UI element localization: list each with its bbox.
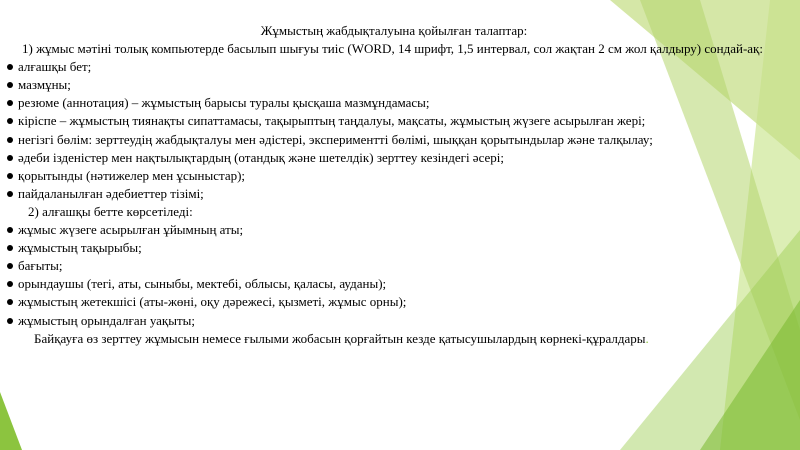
- list-item: негізгі бөлім: зерттеудің жабдықталуы мен әдістері, эксперименттi бөлімі, шыққан қорытындылар және талқылау;: [6, 131, 776, 149]
- final-sentence-text: Байқауға өз зерттеу жұмысын немесе ғылыми жобасын қорғайтын кезде қатысушылардың көрнекі-құралдары: [34, 330, 646, 346]
- final-sentence: [6, 330, 776, 348]
- document-sections-list: [6, 58, 776, 203]
- list-item: бағыты;: [6, 257, 776, 275]
- list-item: алғашқы бет;: [6, 58, 776, 76]
- list-item: әдеби ізденістер мен нақтылықтардың (отандық және шетелдік) зерттеу кезіндегі әсері;: [6, 149, 776, 167]
- list-item: жұмыстың тақырыбы;: [6, 239, 776, 257]
- slide-title: Жұмыстың жабдықталуына қойылған талаптар:: [260, 23, 528, 38]
- list-item: жұмыс жүзеге асырылған ұйымның аты;: [6, 221, 776, 239]
- list-item: жұмыстың орындалған уақыты;: [6, 312, 776, 330]
- title-page-subhead: 2) алғашқы бетте көрсетіледі:: [28, 203, 193, 219]
- list-item: резюме (аннотация) – жұмыстың барысы туралы қысқаша мазмұндамасы;: [6, 94, 776, 112]
- slide-content: [6, 22, 776, 348]
- list-item: қорытынды (нәтижелер мен ұсыныстар);: [6, 167, 776, 185]
- list-item: кіріспе – жұмыстың тиянақты сипаттамасы, тақырыптың таңдалуы, мақсаты, жұмыстың жүзеге асырылған жері;: [6, 112, 776, 130]
- green-shape-bottom-left: [0, 392, 22, 450]
- final-sentence-dot: .: [645, 330, 649, 346]
- list-item: мазмұны;: [6, 76, 776, 94]
- title-page-list: [6, 221, 776, 330]
- list-item: пайдаланылған әдебиеттер тізімі;: [6, 185, 776, 203]
- requirements-intro: 1) жұмыс мәтіні толық компьютерде басылып шығуы тиіс (WORD, 14 шрифт, 1,5 интервал, сол жақтан 2 см жол қалдыру) сондай-ақ:: [22, 41, 763, 57]
- list-item: жұмыстың жетекшісі (аты-жөні, оқу дәрежесі, қызметі, жұмыс орны);: [6, 293, 776, 311]
- list-item: орындаушы (тегі, аты, сыныбы, мектебі, облысы, қаласы, ауданы);: [6, 275, 776, 293]
